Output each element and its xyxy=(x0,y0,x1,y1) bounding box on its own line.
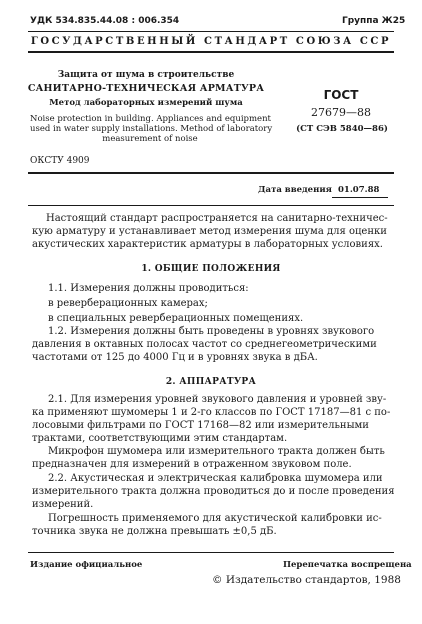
text-line: 1.2. Измерения должны быть проведены в уровнях звукового xyxy=(48,326,375,337)
clause-2-2-error xyxy=(32,512,392,538)
subtitle: Метод лабораторных измерений шума xyxy=(49,98,243,108)
text-line: Настоящий стандарт распространяется на санитарно-техничес- xyxy=(46,213,388,224)
group-code: Группа Ж25 xyxy=(342,16,406,26)
text-line: измерений. xyxy=(32,499,94,510)
text-line: точника звука не должна превышать ±0,5 дБ. xyxy=(32,526,277,537)
text-line: в реверберационных камерах; xyxy=(48,298,208,309)
footer-rule xyxy=(28,552,394,553)
section-heading: 1. ОБЩИЕ ПОЛОЖЕНИЯ xyxy=(141,264,281,274)
text-line: лосовыми фильтрами по ГОСТ 17168—82 или измерительными xyxy=(32,420,369,431)
english-title-line: Noise protection in building. Appliances and equipment xyxy=(30,114,271,124)
text-line: давления в октавных полосах частот со среднегеометрическими xyxy=(32,339,377,350)
series-title: Защита от шума в строительстве xyxy=(57,70,235,80)
clause-1-1 xyxy=(48,282,408,295)
text-line: в специальных реверберационных помещениях. xyxy=(48,313,304,324)
intro-paragraph xyxy=(32,212,392,251)
english-title-line: used in water supply installations. Method of laboratory xyxy=(30,124,273,134)
main-title: САНИТАРНО-ТЕХНИЧЕСКАЯ АРМАТУРА xyxy=(27,83,265,94)
clause-2-1 xyxy=(32,393,392,445)
standard-title: ГОСУДАРСТВЕННЫЙ СТАНДАРТ СОЮЗА ССР xyxy=(30,36,392,47)
text-line: измерительного тракта должна проводиться до и после проведения xyxy=(32,486,395,497)
effective-date-underline xyxy=(332,197,388,198)
udk-code: УДК 534.835.44.08 : 006.354 xyxy=(30,16,180,26)
section-heading: 2. АППАРАТУРА xyxy=(165,377,257,387)
okstu-code: ОКСТУ 4909 xyxy=(30,156,90,166)
effective-date: 01.07.88 xyxy=(338,185,380,195)
date-rule xyxy=(28,205,394,206)
text-line: 1.1. Измерения должны проводиться: xyxy=(48,283,249,294)
clause-2-1-microphone xyxy=(32,445,392,471)
text-line: частотами от 125 до 4000 Гц и в уровнях звука в дБА. xyxy=(32,352,318,363)
clause-1-2 xyxy=(32,325,392,364)
clause-2-2 xyxy=(32,472,395,511)
text-line: предназначен для измерений в отраженном звуковом поле. xyxy=(32,459,352,470)
gost-number: 27679—88 xyxy=(311,106,371,119)
text-line: Микрофон шумомера или измерительного тракта должен быть xyxy=(48,446,385,457)
effective-date-label: Дата введения xyxy=(258,185,332,195)
text-line: акустических характеристик арматуры в лабораторных условиях. xyxy=(32,239,383,250)
title-rule xyxy=(28,172,394,174)
text-line: ка применяют шумомеры 1 и 2-го классов по ГОСТ 17187—81 с по- xyxy=(32,407,391,418)
header-rule-top xyxy=(28,31,394,32)
text-line: 2.1. Для измерения уровней звукового давления и уровней зву- xyxy=(48,394,387,405)
text-line: кую арматуру и устанавливает метод измерения шума для оценки xyxy=(32,226,387,237)
gost-label: ГОСТ xyxy=(323,88,359,102)
english-title-line: measurement of noise xyxy=(102,134,198,144)
clause-1-1b xyxy=(48,312,408,325)
st-sev-number: (СТ СЭВ 5840—86) xyxy=(296,124,388,134)
official-edition: Издание официальное xyxy=(30,560,143,570)
text-line: 2.2. Акустическая и электрическая калибровка шумомера или xyxy=(48,473,383,484)
text-line: трактами, соответствующими этим стандартам. xyxy=(32,433,288,444)
clause-1-1a xyxy=(48,297,408,310)
english-title xyxy=(30,114,273,144)
publisher-line: © Издательство стандартов, 1988 xyxy=(212,574,401,586)
text-line: Погрешность применяемого для акустической калибровки ис- xyxy=(48,513,382,524)
reprint-notice: Перепечатка воспрещена xyxy=(283,560,412,570)
header-rule-bottom xyxy=(28,51,394,53)
